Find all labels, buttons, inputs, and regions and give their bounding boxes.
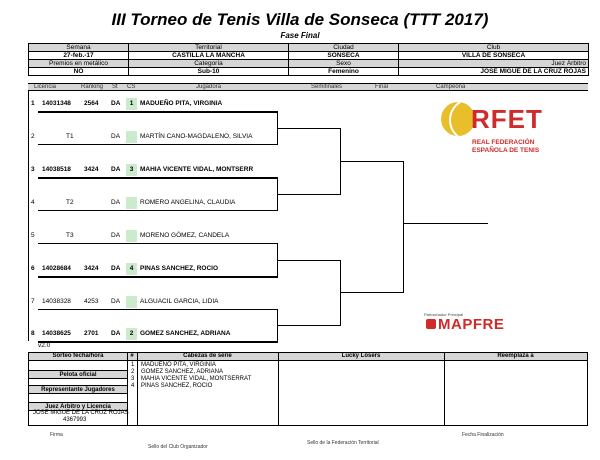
player-line xyxy=(38,177,278,179)
info-header-row-2 xyxy=(29,60,589,68)
player-name: GOMEZ SANCHEZ, ADRIANA xyxy=(140,330,231,337)
info-cell: VILLA DE SONSECA xyxy=(399,52,589,60)
draw-column-header xyxy=(28,83,588,91)
player-name: ALGUACIL GARCIA, LIDIA xyxy=(140,298,219,305)
player-line xyxy=(38,243,278,244)
page-title: III Torneo de Tenis Villa de Sonseca (TTT 2017) xyxy=(111,10,489,29)
representante-label: Representante Jugadores xyxy=(29,385,127,394)
col-st: St xyxy=(112,84,118,90)
info-value-row-1 xyxy=(29,52,589,60)
player-row-4 xyxy=(28,196,278,210)
seed-name: GOMEZ SANCHEZ, ADRIANA xyxy=(141,369,224,375)
player-line xyxy=(38,144,278,145)
player-line xyxy=(38,210,278,211)
seed-number: 1 xyxy=(131,362,135,368)
player-status: DA xyxy=(111,100,121,107)
player-licencia: T3 xyxy=(66,232,74,239)
player-status: DA xyxy=(111,232,121,239)
draw-number: 8 xyxy=(31,330,35,337)
champion-slot-line xyxy=(404,223,488,224)
footer-table xyxy=(28,352,588,426)
player-status: DA xyxy=(111,330,121,337)
juez-name: JOSE MIGUE DE LA CRUZ ROJAS xyxy=(33,410,129,416)
player-name: ROMERO ANGELINA, CLAUDIA xyxy=(140,199,236,206)
semifinal-slot-line xyxy=(278,194,340,195)
club-stamp-label: Sello del Club Organizador xyxy=(148,444,208,450)
rfet-line-1: REAL FEDERACIÓN xyxy=(472,139,535,146)
draw-number: 4 xyxy=(31,199,35,206)
seed-number: 4 xyxy=(131,383,135,389)
seed-number: 3 xyxy=(131,376,135,382)
seed-number: 2 xyxy=(131,369,135,375)
info-cell: Club xyxy=(399,44,589,52)
seed-name: MADUEÑO PITA, VIRGINIA xyxy=(141,362,216,368)
info-cell: Ciudad xyxy=(289,44,399,52)
seed-name: PINAS SANCHEZ, ROCIO xyxy=(141,383,213,389)
footer-header-sorteo: Sorteo fecha/hora xyxy=(29,353,127,361)
player-name: MADUEÑO PITA, VIRGINIA xyxy=(140,100,223,107)
pelota-label: Pelota oficial xyxy=(29,370,127,379)
version-label: v2.0 xyxy=(38,342,51,349)
player-row-1 xyxy=(28,97,278,111)
info-header-row-1 xyxy=(29,44,589,52)
player-name: PINAS SANCHEZ, ROCIO xyxy=(140,265,219,272)
player-status: DA xyxy=(111,166,121,173)
col-jugadora: Jugadora xyxy=(196,84,222,90)
player-licencia: 14038518 xyxy=(42,166,71,173)
player-row-5 xyxy=(28,229,278,243)
col-campeona: Campeona xyxy=(436,84,466,90)
seed-cell: 3 xyxy=(126,164,137,176)
rfet-wordmark: RFET xyxy=(471,104,543,134)
footer-header-hash: # xyxy=(127,353,137,361)
final-slot-line xyxy=(341,161,403,162)
player-row-6 xyxy=(28,262,278,276)
player-line xyxy=(38,341,278,343)
tournament-info-table xyxy=(28,43,589,76)
player-licencia: 14031348 xyxy=(42,100,71,107)
col-semifinales: Semifinales xyxy=(311,84,343,90)
draw-number: 6 xyxy=(31,265,35,272)
rfet-line-2: ESPAÑOLA DE TENIS xyxy=(472,147,540,154)
seed-cell xyxy=(126,131,137,143)
col-licencia: Licencia xyxy=(34,84,57,90)
footer-divider xyxy=(137,353,138,425)
seed-cell: 4 xyxy=(126,263,137,275)
player-name: MARTÍN CANO-MAGDALENO, SILVIA xyxy=(140,133,253,140)
info-cell: Juez Árbitro xyxy=(399,60,589,68)
player-name: MAHIA VICENTE VIDAL, MONTSERR xyxy=(140,166,254,173)
seed-cell xyxy=(126,197,137,209)
mapfre-mark-icon xyxy=(426,319,436,329)
draw-number: 2 xyxy=(31,133,35,140)
footer-divider xyxy=(278,353,279,425)
player-licencia: T2 xyxy=(66,199,74,206)
juez-licencia: 4367993 xyxy=(63,417,87,423)
player-ranking: 2564 xyxy=(84,100,99,107)
seed-cell: 2 xyxy=(126,328,137,340)
draw-number: 5 xyxy=(31,232,35,239)
player-ranking: 4253 xyxy=(84,298,99,305)
fecha-finalizacion-label: Fecha Finalización xyxy=(462,432,504,438)
player-ranking: 3424 xyxy=(84,166,99,173)
info-cell: Sexo xyxy=(289,60,399,68)
player-row-3 xyxy=(28,163,278,177)
footer-header-cabezas: Cabezas de serie xyxy=(137,353,278,361)
player-ranking: 2701 xyxy=(84,330,99,337)
info-cell: Semana xyxy=(29,44,129,52)
info-value-row-2 xyxy=(29,68,589,76)
info-cell: SONSECA xyxy=(289,52,399,60)
player-line xyxy=(38,111,278,113)
player-status: DA xyxy=(111,298,121,305)
player-line xyxy=(38,276,278,278)
footer-header-reemplaza: Reemplaza a xyxy=(444,353,587,361)
seed-name: MAHIA VICENTE VIDAL, MONTSERRAT xyxy=(141,376,252,382)
player-row-2 xyxy=(28,130,278,144)
info-cell: JOSE MIGUE DE LA CRUZ ROJAS xyxy=(399,68,589,76)
sponsor-label: Patrocinador Principal xyxy=(424,312,464,317)
info-cell: Sub-10 xyxy=(129,68,289,76)
seed-cell xyxy=(126,296,137,308)
col-final: Final xyxy=(375,84,389,90)
player-licencia: 14028684 xyxy=(42,265,71,272)
footer-divider xyxy=(444,353,445,425)
draw-number: 1 xyxy=(31,100,35,107)
federation-stamp-label: Sello de la Federación Territorial xyxy=(307,440,379,446)
col-cs: CS xyxy=(127,84,136,90)
tennis-ball-icon xyxy=(441,102,475,136)
draw-number: 7 xyxy=(31,298,35,305)
info-cell: 27-feb.-17 xyxy=(29,52,129,60)
semifinal-slot-line xyxy=(278,325,340,326)
col-ranking: Ranking xyxy=(81,84,104,90)
info-cell: Premios en metálico xyxy=(29,60,129,68)
info-cell: Femenino xyxy=(289,68,399,76)
player-status: DA xyxy=(111,199,121,206)
semifinal-slot-line xyxy=(278,260,340,261)
player-status: DA xyxy=(111,265,121,272)
player-row-8 xyxy=(28,327,278,341)
player-name: MORENO GÓMEZ, CANDELA xyxy=(140,232,230,239)
semifinal-slot-line xyxy=(278,128,340,129)
phase-subtitle: Fase Final xyxy=(280,31,320,40)
sponsor-name: MAPFRE xyxy=(438,316,505,333)
footer-header-lucky: Lucky Losers xyxy=(278,353,444,361)
mapfre-logo xyxy=(420,312,550,334)
seed-cell xyxy=(126,230,137,242)
final-slot-line xyxy=(341,292,403,293)
info-cell: NO xyxy=(29,68,129,76)
player-licencia: T1 xyxy=(66,133,74,140)
info-cell: Categoría xyxy=(129,60,289,68)
bracket-connector xyxy=(403,161,404,293)
rfet-logo xyxy=(441,102,561,162)
firma-label: Firma xyxy=(50,432,63,438)
info-cell: Territorial xyxy=(129,44,289,52)
player-licencia: 14038625 xyxy=(42,330,71,337)
player-row-7 xyxy=(28,295,278,309)
seed-cell: 1 xyxy=(126,98,137,110)
info-cell: CASTILLA LA MANCHA xyxy=(129,52,289,60)
juez-label: Juez Árbitro y Licencia xyxy=(29,402,127,411)
draw-number: 3 xyxy=(31,166,35,173)
player-ranking: 3424 xyxy=(84,265,99,272)
player-status: DA xyxy=(111,133,121,140)
player-licencia: 14038328 xyxy=(42,298,71,305)
player-line xyxy=(38,309,278,310)
bracket-connector xyxy=(340,260,341,326)
